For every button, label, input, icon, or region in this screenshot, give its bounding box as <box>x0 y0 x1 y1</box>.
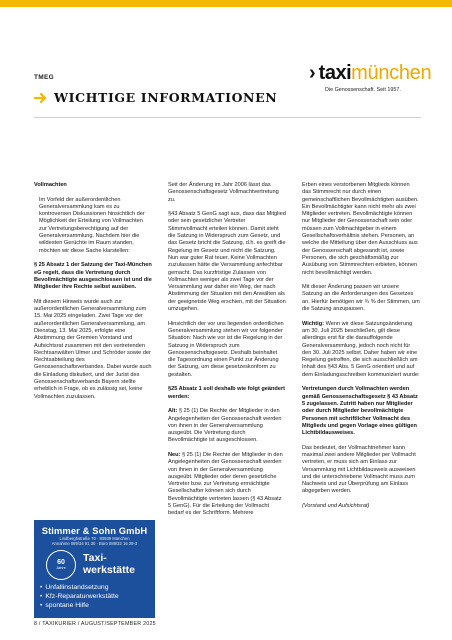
body-paragraph: Mit diesem Hinweis wurde auch zur außerordentlichen Generalversammlung zum 15. Mai 2025 eingeladen. Zwei Tage vor der außerordentlichen Generalversammlung, am Dienstag, 13. Mai 2025, erfolgte eine Abstimmung der Gremien Vorstand und Aufsichtsrat zusammen mit den vertretenden Rechtsanwälten Ulmer und Schröder sowie der Rechtsabteilung des Genossenschaftsverbandes. Dabei wurde auch die Einladung diskutiert, und der Jurist des Genossenschaftsverbands Bayern stellte erheblich in Frage, ob es zulässig sei, keine Vollmachten zuzulassen. <box>34 298 152 400</box>
advertisement-stimmer-sohn <box>34 520 155 618</box>
ad-address: Lindberghstraße 70 · 80939 München <box>59 536 130 541</box>
intro-paragraph: Im Vorfeld der außerordentlichen Generalversammlung kam es zu kontroversen Diskussionen hinsichtlich der Möglichkeit der Erteilung von Vollmachten zur Vertretungsberechtigung auf der Generalversammlung. Nachdem hier die wildesten Gerüchte im Raum standen, möchten wir diese Sache klarstellen: <box>39 196 145 254</box>
ad-service-item: • Kfz-Reparaturwerkstätte <box>40 592 155 601</box>
rule-paragraph: Vertretungen durch Vollmachten werden gemäß Genossenschaftsgesetz § 43 Absatz 5 zugelassen. Zutritt haben nur Mitglieder oder durch Mitglieder bevollmächtigte Personen mit schriftlicher Vollmacht des Mitglieds und gegen Vorlage eines gültigen Lichtbildausweises. <box>302 386 418 437</box>
header-divider <box>34 117 421 118</box>
ad-title-line-2: werkstätte <box>83 563 135 576</box>
subheading: §25 Absatz 1 soll deshalb wie folgt geändert werden: <box>168 386 285 400</box>
logo-taxi-text: taxi <box>318 62 352 84</box>
body-paragraph: §43 Absatz 5 GenG sagt aus, dass das Mitglied oder sein gesetzlicher Vertreter Stimmvollmacht erteilen können. Damit steht die Satzung in Widerspruch zum Gesetz, und das Gesetz bricht die Satzung, d.h. es greift die Regelung im Gesetz und nicht die Satzung. Nun war guter Rat teuer. Keine Vollmachten zuzulassen hätte die Versammlung anfechtbar gemacht. Das kurzfristige Zulassen von Vollmachten weniger als zwei Tage vor der Versammlung war daher ein Weg, der nach Abstimmung der Situation mit den Anwälten als der geeignetste Weg erschien, mit der Situation umzugehen. <box>168 211 286 313</box>
body-paragraph: Seit der Änderung im Jahr 2006 lässt das Genossenschaftsgesetz Vollmachtvertretung zu. <box>168 182 279 203</box>
ad-title-line-1: Taxi- <box>83 552 107 565</box>
important-text: Wenn wir diese Satzungsänderung am 30. Juli 2025 beschließen, gilt diese allerdings erst für die darauffolgende Generalversammlung, jedoch noch nicht für den 30. Juli 2025 selbst. Daher haben wir eine Regelung getroffen, die sich ausschließlich am Inhalt des §43 Abs. 5 GenG orientiert und auf dem Einladungsschreiben kommuniziert wurde: <box>302 320 420 378</box>
ad-title <box>83 553 135 576</box>
body-paragraph: Das bedeutet, der Vollmachtnehmer kann maximal zwei andere Mitglieder per Vollmacht vertreten, er muss sich am Einlass zur Versammlung mit Lichtbildausweis ausweisen und die unterschriebene Vollmacht muss zum Nachweis und zur Überprüfung am Einlass abgegeben werden. <box>302 444 416 495</box>
article-column-2 <box>168 182 286 525</box>
ad-service-list <box>34 583 155 611</box>
page-footer: 8 / TAXIKURIER / AUGUST/SEPTEMBER 2025 <box>34 621 156 627</box>
badge-word: Jahre <box>56 566 66 571</box>
old-label: Alt: <box>168 408 178 415</box>
new-label: Neu: <box>168 451 181 458</box>
ad-service-item: • spontane Hilfe <box>40 601 155 610</box>
old-rule-paragraph <box>168 408 286 444</box>
anniversary-badge-icon <box>46 550 76 580</box>
top-accent-bar <box>0 0 452 7</box>
article-heading: Vollmachten <box>34 182 67 188</box>
important-paragraph <box>302 321 420 379</box>
signoff: (Vorstand und Aufsichtsrat) <box>302 503 370 510</box>
body-paragraph: Mit dieser Änderung passen wir unsere Satzung an die Anforderungen des Gesetzes an. Hierfür benötigen wir ¾ % der Stimmen, um die Satzung anzupassen. <box>302 284 420 313</box>
taxi-muenchen-logo <box>309 62 432 93</box>
statute-paragraph: § 25 Absatz 1 der Satzung der Taxi-München eG regelt, dass die Vertretung durch Bevollmächtigte ausgeschlossen ist und die Mitglieder ihre Rechte selbst ausüben. <box>34 262 152 291</box>
article-column-3 <box>302 182 420 518</box>
logo-tagline: Die Genossenschaft. Seit 1957. <box>325 87 401 93</box>
body-paragraph: Erben eines verstorbenen Mitglieds können das Stimmrecht nur durch einen gemeinschaftlichen Bevollmächtigten ausüben. Ein Bevollmächtigter kann nicht mehr als zwei Mitglieder vertreten. Bevollmächtigte können nur Mitglieder der Genossenschaft sein oder müssen zum Vollmachtgeber in einem Gesellschaftsverhältnis stehen. Personen, an welche die Mitteilung über den Ausschluss aus der Genossenschaft abgesandt ist, sowie Personen, die sich geschäftsmäßig zur Ausübung von Stimmrechten erbieten, können nicht bevollmächtigt werden. <box>302 182 419 276</box>
new-rule-text: § 25 (1) Die Rechte der Mitglieder in den Angelegenheiten der Genossenschaft werden von ihnen in der Generalversammlung ausgeübt. Mitglieder oder deren gesetzliche Vertreter bzw. zur Vertretung ermächtigte Gesellschafter können sich durch Bevollmächtigte vertreten lassen (§ 43 Absatz 5 GenG). Für die Erteilung der Vollmacht bedarf es der Schriftform. Mehrere <box>168 451 283 517</box>
section-header <box>34 90 277 105</box>
ad-phone: Annahme 089/34 91 30 · Büro 089/32 16 29-3 <box>51 541 138 547</box>
logo-city-text: münchen <box>351 62 432 84</box>
ad-company-name: Stimmer & Sohn GmbH <box>41 525 148 536</box>
logo-chevron-icon: › <box>309 62 316 84</box>
body-paragraph: Hinsichtlich der vor uns liegenden ordentlichen Generalversammlung stehen wir vor folgender Situation: Nach wie vor ist die Regelung in der Satzung in Widerspruch zum Genossenschaftsgesetz. Deshalb beinhaltet die Tagesordnung einen Punkt zur Änderung der Satzung, um diese gesetzeskonform zu gestalten. <box>168 320 284 378</box>
arrow-right-icon <box>34 91 48 105</box>
new-rule-paragraph <box>168 452 286 518</box>
section-title: WICHTIGE INFORMATIONEN <box>54 90 278 105</box>
article-column-1 <box>34 182 152 408</box>
old-rule-text: § 25 (1) Die Rechte der Mitglieder in den Angelegenheiten der Genossenschaft werden von ihnen in der Generalversammlung ausgeübt. Die Vertretung durch Bevollmächtigte ist ausgeschlossen. <box>168 408 282 444</box>
badge-number: 60 <box>57 559 65 567</box>
ad-service-item: • Unfallinstandsetzung <box>40 583 155 592</box>
section-kicker: TMEG <box>34 74 54 81</box>
important-label: Wichtig: <box>302 320 325 327</box>
